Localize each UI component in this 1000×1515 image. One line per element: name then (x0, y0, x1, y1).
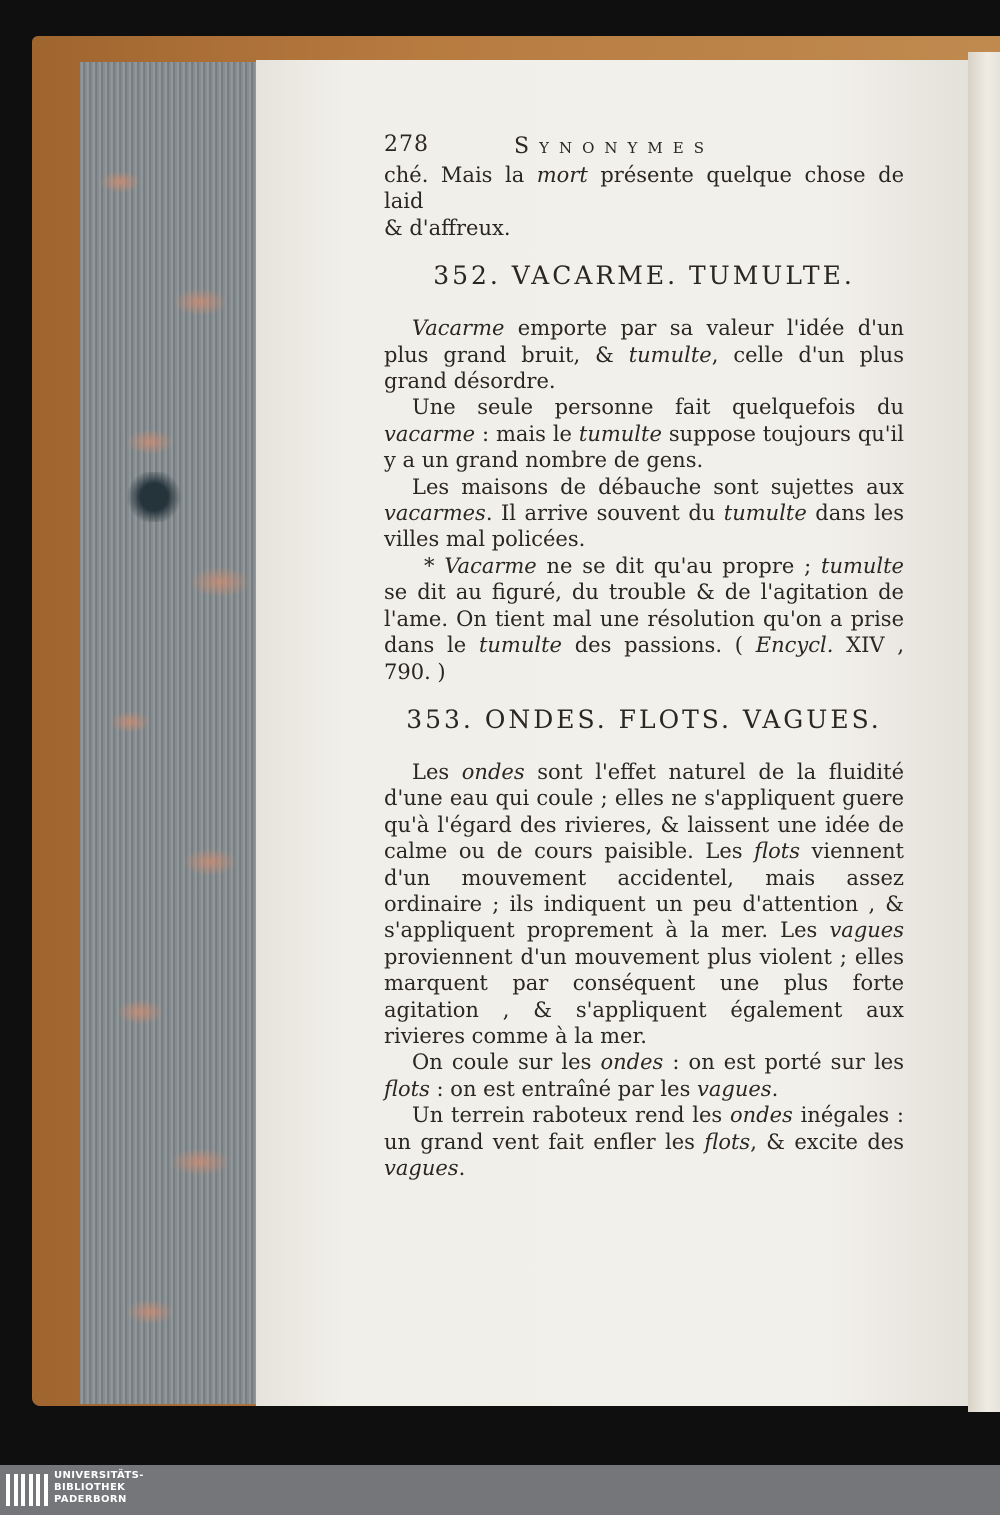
ink-blot (124, 472, 184, 522)
library-name: UNIVERSITÄTS- BIBLIOTHEK PADERBORN (54, 1470, 144, 1505)
paragraph: Vacarme emporte par sa valeur l'idée d'un plus grand bruit, & tumulte, celle d'un plus grand désordre. (384, 316, 904, 394)
page-number: 278 (384, 132, 429, 157)
paragraph: Les ondes sont l'effet naturel de la fluidité d'une eau qui coule ; elles ne s'appliquent guere qu'à l'égard des rivieres, & laissent une idée de calme ou de cours paisible. Les flots viennent d'un mouvement accidentel, mais assez ordinaire ; ils indiquent un peu d'attention , & s'appliquent proprement à la mer. Les vagues proviennent d'un mouvement plus violent ; elles marquent par conséquent une plus forte agitation , & s'appliquent également aux rivieres comme à la mer. (384, 759, 904, 1048)
running-title: Synonymes (514, 134, 715, 159)
paragraph: Un terrein raboteux rend les ondes inégales : un grand vent fait enfler les flots, & excite des vagues. (384, 1103, 905, 1180)
library-footer (0, 1465, 1000, 1515)
running-head (384, 132, 904, 162)
section-heading-352: 352. VACARME. TUMULTE. (433, 261, 855, 291)
library-logo-icon (6, 1474, 48, 1506)
facing-page-edge (968, 52, 1000, 1412)
paragraph: Une seule personne fait quelquefois du vacarme : mais le tumulte suppose toujours qu'il y a un grand nombre de gens. (384, 395, 904, 473)
section-heading-353: 353. ONDES. FLOTS. VAGUES. (406, 704, 882, 734)
paragraph: Les maisons de débauche sont sujettes aux vacarmes. Il arrive souvent du tumulte dans les villes mal policées. (384, 474, 904, 552)
paragraph: * Vacarme ne se dit qu'au propre ; tumulte se dit au figuré, du trouble & de l'agitation de l'ame. On tient mal une résolution qu'on a prise dans le tumulte des passions. ( Encycl. XIV , 790. ) (384, 553, 904, 684)
continued-paragraph: ché. Mais la mort présente quelque chose de laid & d'affreux. (384, 163, 904, 240)
marbled-page-edge (80, 62, 258, 1404)
paragraph: On coule sur les ondes : on est porté sur les flots : on est entraîné par les vagues. (384, 1050, 904, 1101)
page-text (384, 132, 904, 1181)
